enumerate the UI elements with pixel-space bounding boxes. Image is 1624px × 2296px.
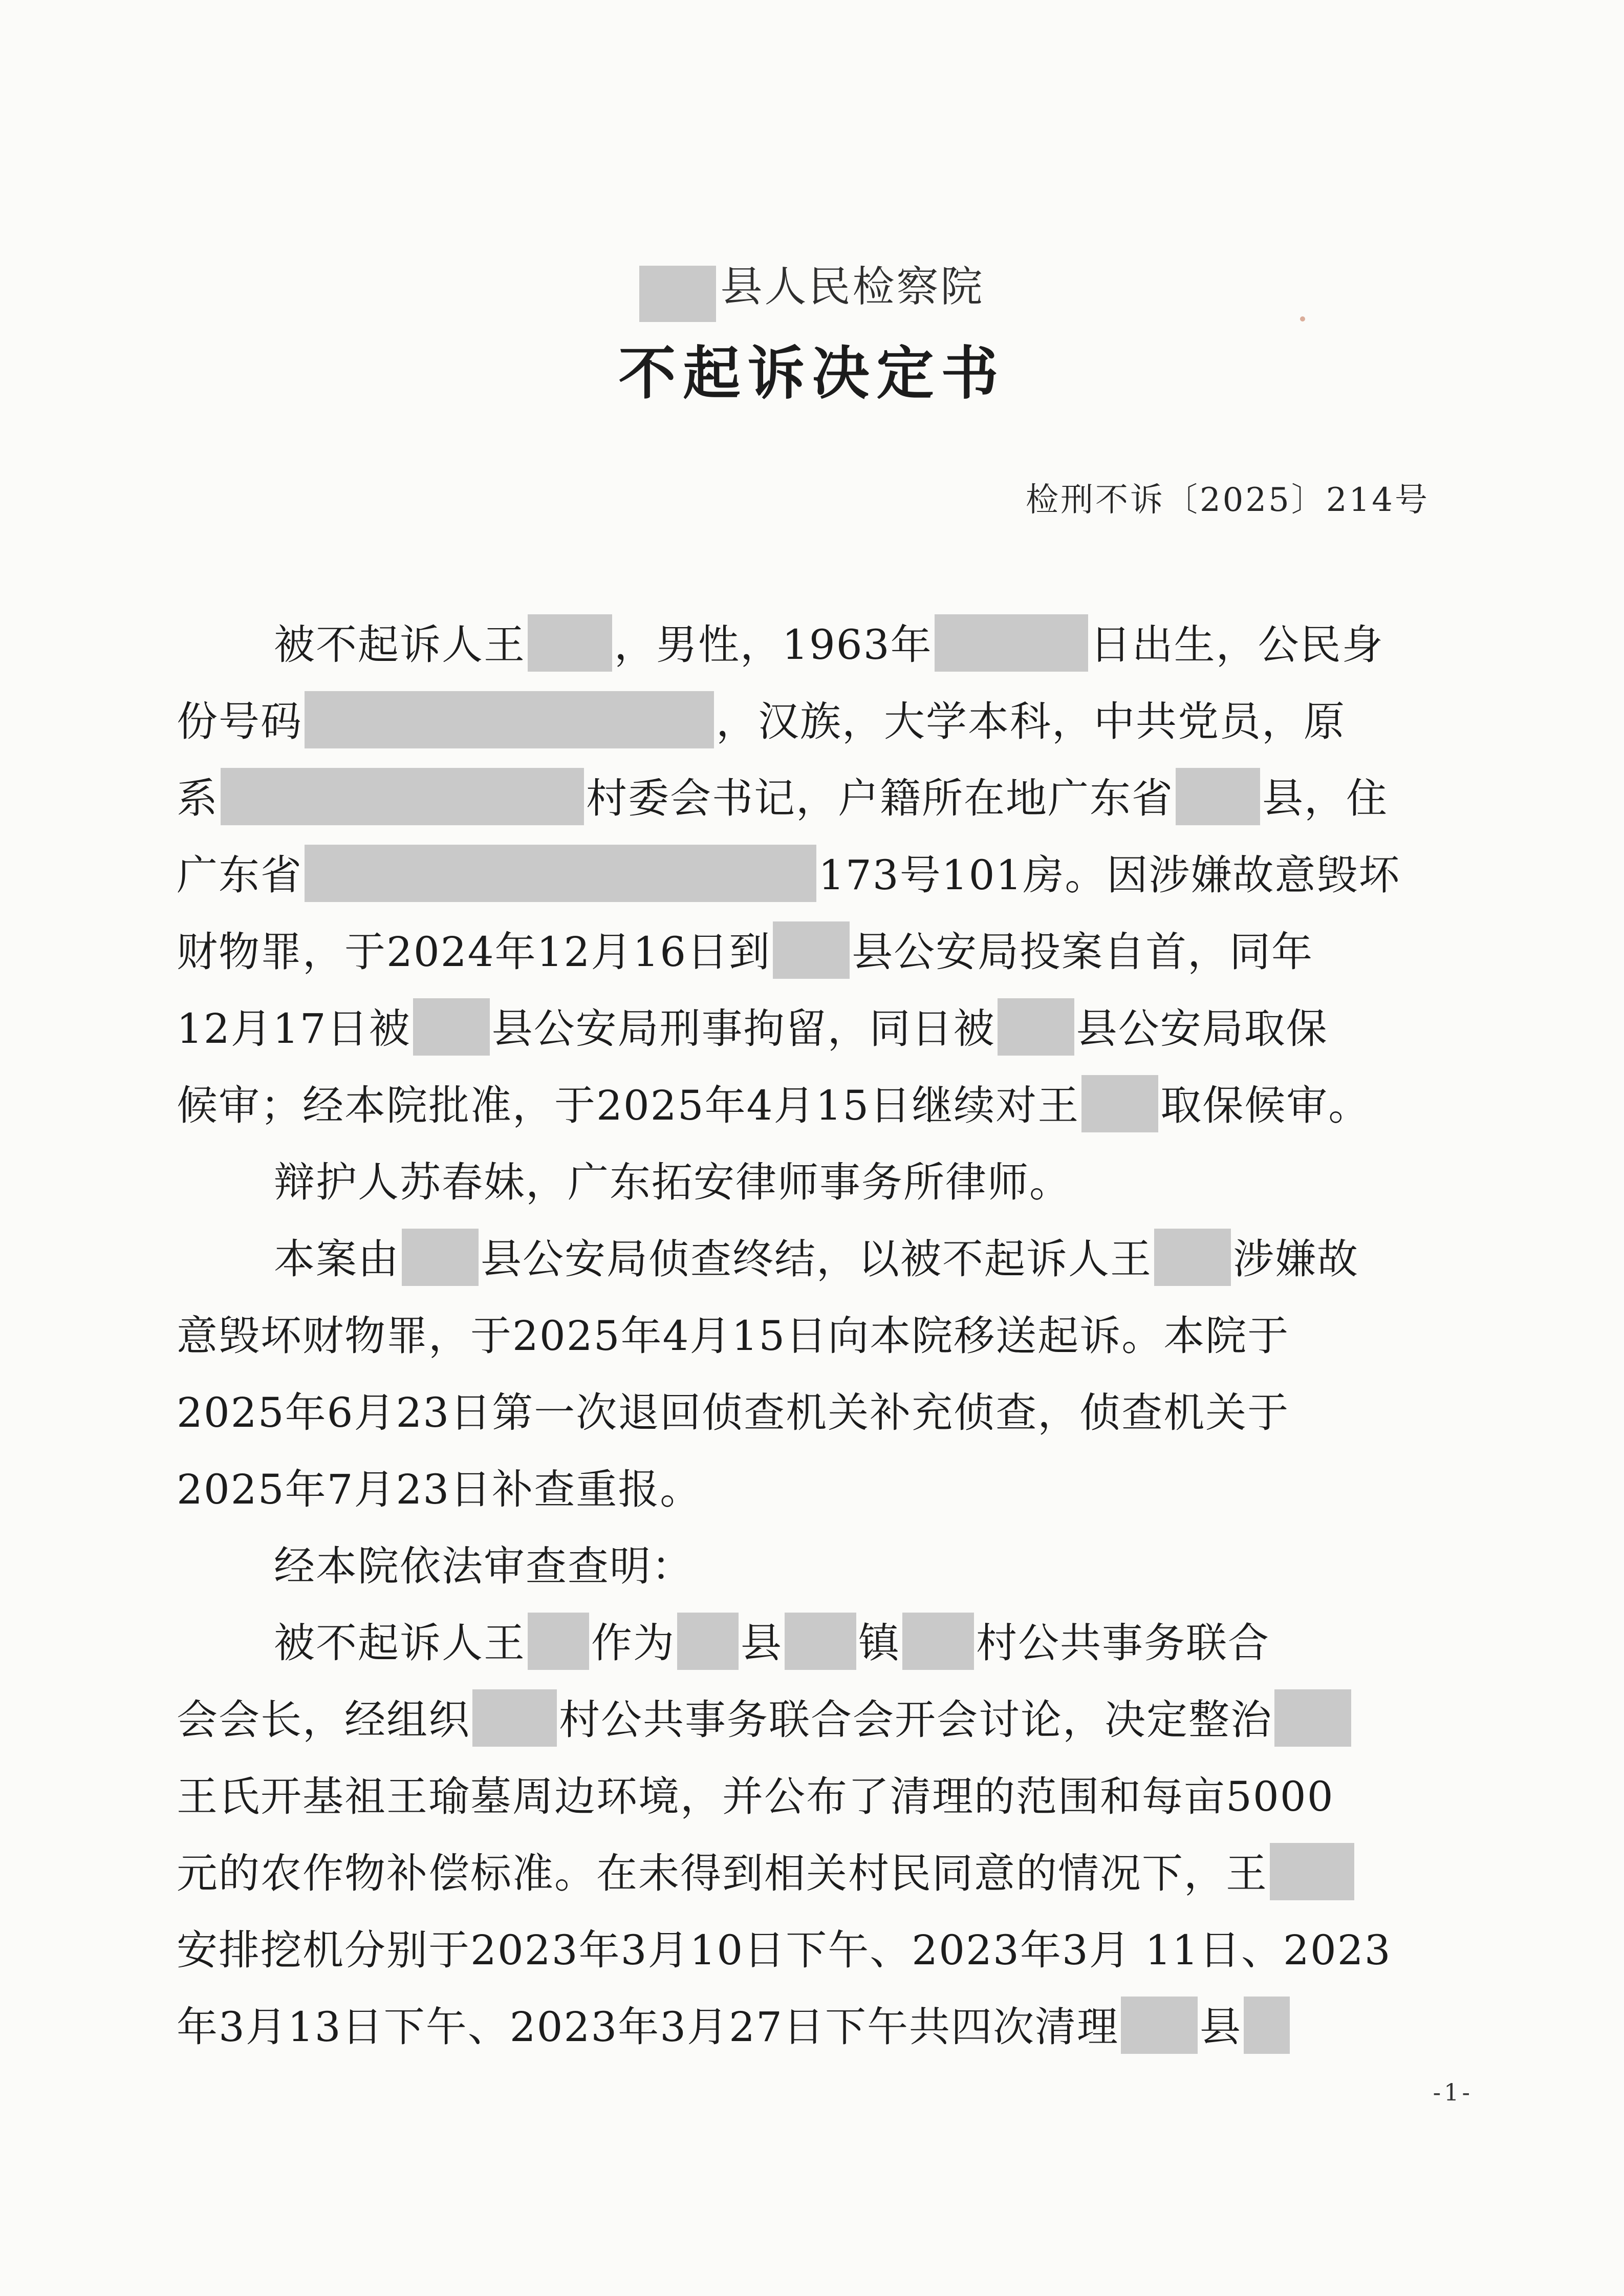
body-line xyxy=(177,1303,1289,1362)
body-text: 被不起诉人王 xyxy=(274,621,526,669)
redaction-box xyxy=(1244,1997,1290,2054)
body-text: 经本院依法审查查明： xyxy=(274,1542,694,1590)
body-text: 王氏开基祖王瑜墓周边环境，并公布了清理的范围和每亩5000 xyxy=(177,1773,1334,1820)
redaction-box xyxy=(528,614,612,672)
redaction-box xyxy=(998,998,1074,1056)
body-line xyxy=(177,765,1388,825)
document-number: 检刑不诉〔2025〕214号 xyxy=(1025,481,1430,519)
body-text: 元的农作物补偿标准。在未得到相关村民同意的情况下，王 xyxy=(177,1850,1268,1897)
body-line xyxy=(274,1533,694,1592)
redaction-box xyxy=(305,691,714,748)
body-line xyxy=(274,1610,1270,1670)
redaction-box xyxy=(413,998,490,1056)
body-text: 安排挖机分别于2023年3月10日下午、2023年3月 11日、2023 xyxy=(177,1926,1392,1974)
body-text: 县，住 xyxy=(1262,775,1388,822)
body-text: 村委会书记，户籍所在地广东省 xyxy=(586,775,1174,822)
body-text: 县公安局投案自首，同年 xyxy=(852,928,1314,976)
redaction-box xyxy=(1270,1843,1354,1900)
redaction-box xyxy=(785,1613,856,1670)
body-line xyxy=(274,1226,1359,1286)
page-number: -1- xyxy=(1433,2078,1473,2106)
body-line xyxy=(177,1994,1292,2054)
body-text: ，男性，1963年 xyxy=(614,621,933,669)
redaction-box xyxy=(472,1689,557,1747)
body-line xyxy=(274,1149,1071,1208)
body-text: 广东省 xyxy=(177,851,302,899)
body-text: 年3月13日下午、2023年3月27日下午共四次清理 xyxy=(177,2003,1119,2051)
body-text: 2025年7月23日补查重报。 xyxy=(177,1466,702,1513)
redaction-box xyxy=(528,1613,589,1670)
redaction-box xyxy=(935,614,1088,672)
body-text: 意毁坏财物罪，于2025年4月15日向本院移送起诉。本院于 xyxy=(177,1312,1290,1360)
body-text: 取保候审。 xyxy=(1160,1082,1371,1129)
body-text: 被不起诉人王 xyxy=(274,1619,526,1667)
body-line xyxy=(177,1456,702,1515)
redaction-box xyxy=(1274,1689,1351,1747)
scan-speck xyxy=(1300,316,1305,321)
body-text: 县 xyxy=(1199,2003,1242,2051)
body-text: 财物罪，于2024年12月16日到 xyxy=(177,928,771,976)
body-text: 村公共事务联合 xyxy=(976,1619,1270,1667)
redaction-box xyxy=(1081,1075,1158,1132)
body-text: 县公安局取保 xyxy=(1076,1005,1328,1053)
redaction-box xyxy=(639,266,716,322)
body-text: 日出生，公民身 xyxy=(1090,621,1384,669)
body-line xyxy=(177,842,1400,902)
body-text: ，汉族，大学本科，中共党员，原 xyxy=(716,698,1346,745)
redaction-box xyxy=(1176,768,1260,825)
body-line xyxy=(177,1380,1289,1439)
body-line xyxy=(177,1840,1356,1900)
body-text: 173号101房。因涉嫌故意毁坏 xyxy=(818,851,1401,899)
redaction-box xyxy=(1121,1997,1198,2054)
body-line xyxy=(177,996,1328,1056)
body-text: 县公安局侦查终结，以被不起诉人王 xyxy=(481,1235,1152,1283)
body-line xyxy=(177,919,1313,979)
body-text: 镇 xyxy=(858,1619,900,1667)
body-text: 涉嫌故 xyxy=(1233,1235,1359,1283)
body-text: 会会长，经组织 xyxy=(177,1696,470,1744)
body-text: 辩护人苏春妹，广东拓安律师事务所律师。 xyxy=(274,1158,1071,1206)
redaction-box xyxy=(773,921,850,979)
redaction-box xyxy=(902,1613,974,1670)
body-line xyxy=(177,1917,1392,1976)
issuing-authority: 县人民检察院 xyxy=(0,253,1624,315)
body-line xyxy=(177,1072,1370,1132)
body-line xyxy=(177,1764,1334,1822)
redaction-box xyxy=(1154,1229,1231,1286)
redaction-box xyxy=(402,1229,479,1286)
body-text: 系 xyxy=(177,775,219,822)
body-text: 作为 xyxy=(591,1619,675,1667)
redaction-box xyxy=(677,1613,739,1670)
body-line xyxy=(274,612,1384,672)
body-line xyxy=(177,689,1346,748)
body-text: 县 xyxy=(741,1619,783,1667)
body-text: 候审；经本院批准，于2025年4月15日继续对王 xyxy=(177,1082,1080,1129)
body-text: 12月17日被 xyxy=(177,1005,411,1053)
document-title: 不起诉决定书 xyxy=(618,340,1006,407)
body-text: 本案由 xyxy=(274,1235,400,1283)
body-text: 村公共事务联合会开会讨论，决定整治 xyxy=(559,1696,1272,1744)
redaction-box xyxy=(221,768,584,825)
body-text: 2025年6月23日第一次退回侦查机关补充侦查，侦查机关于 xyxy=(177,1389,1290,1436)
body-text: 县公安局刑事拘留，同日被 xyxy=(491,1005,995,1053)
redaction-box xyxy=(305,845,816,902)
body-text: 份号码 xyxy=(177,698,302,745)
body-line xyxy=(177,1687,1353,1747)
